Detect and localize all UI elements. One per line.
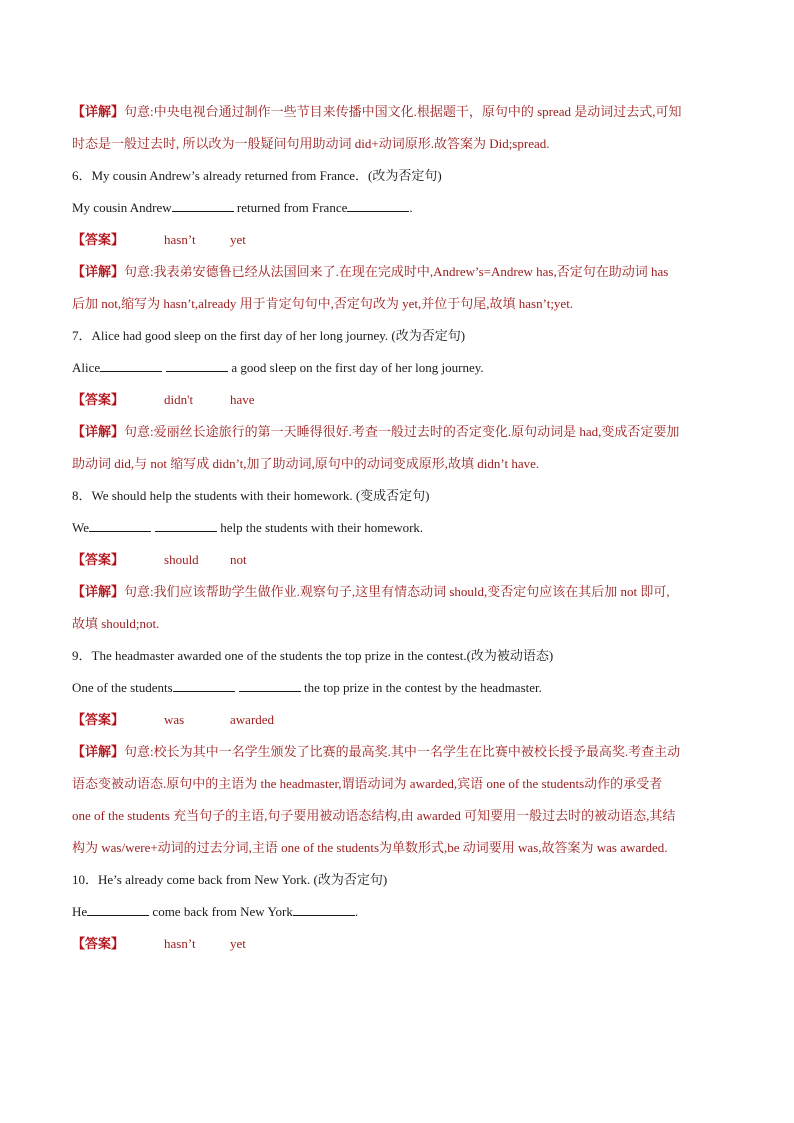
fill-line-9 [72, 672, 724, 704]
answer-tag: 【答案】 [72, 392, 125, 407]
answer-blank [89, 517, 151, 532]
question-8: 8．We should help the students with their homework. (变成否定句) [72, 488, 430, 503]
answer-line-6 [72, 224, 724, 256]
question-9: 9．The headmaster awarded one of the students the top prize in the contest.(改为被动语态) [72, 648, 554, 663]
detail-text: 句意:中央电视台通过制作一些节目来传播中国文化.根据题干，原句中的 spread 是动词过去式,可知 [124, 104, 682, 119]
detail-text: 句意:我们应该帮助学生做作业.观察句子,这里有情态动词 should,变否定句应该在其后加 not 即可, [124, 584, 670, 599]
detail-tag: 【详解】 [72, 584, 125, 599]
answer-blank [347, 197, 409, 212]
detail-line: 时态是一般过去时, 所以改为一般疑问句用助动词 did+动词原形.故答案为 Did;spread. [72, 136, 550, 151]
detail-text: 句意:爱丽丝长途旅行的第一天睡得很好.考查一般过去时的否定变化.原句动词是 had,变成否定要加 [124, 424, 680, 439]
fill-line-7 [72, 352, 724, 384]
answer-word: should [164, 552, 199, 567]
answer-blank [100, 357, 162, 372]
detail-line [72, 96, 724, 128]
answer-blank [166, 357, 228, 372]
answer-word: didn't [164, 392, 194, 407]
fill-text: a good sleep on the first day of her long journey. [228, 360, 484, 375]
answer-blank [87, 901, 149, 916]
answer-line-8 [72, 544, 724, 576]
detail-tag: 【详解】 [72, 744, 125, 759]
detail-line: 助动词 did,与 not 缩写成 didn’t,加了助动词,原句中的动词变成原形,故填 didn’t have. [72, 456, 540, 471]
detail-line [72, 736, 724, 768]
answer-blank [155, 517, 217, 532]
answer-tag: 【答案】 [72, 712, 125, 727]
answer-word: not [230, 552, 247, 567]
fill-text: come back from New York [149, 904, 293, 919]
detail-line: 后加 not,缩写为 hasn’t,already 用于肯定句句中,否定句改为 yet,并位于句尾,故填 hasn’t;yet. [72, 296, 574, 311]
detail-text: 句意:我表弟安德鲁已经从法国回来了.在现在完成时中,Andrew’s=Andrew has,否定句在助动词 has [124, 264, 669, 279]
answer-blank [239, 677, 301, 692]
fill-text: help the students with their homework. [217, 520, 424, 535]
fill-text: Alice [72, 360, 101, 375]
fill-line-6 [72, 192, 724, 224]
answer-word: yet [230, 936, 246, 951]
detail-tag: 【详解】 [72, 264, 125, 279]
answer-line-7 [72, 384, 724, 416]
fill-line-8 [72, 512, 724, 544]
detail-text: 句意:校长为其中一名学生颁发了比赛的最高奖.其中一名学生在比赛中被校长授予最高奖.考查主动 [124, 744, 681, 759]
detail-line: one of the students 充当句子的主语,句子要用被动语态结构,由 awarded 可知要用一般过去时的被动语态,其结 [72, 808, 676, 823]
answer-tag: 【答案】 [72, 552, 125, 567]
detail-line: 语态变被动语态.原句中的主语为 the headmaster,谓语动词为 awarded,宾语 one of the students动作的承受者 [72, 776, 663, 791]
detail-line: 故填 should;not. [72, 616, 160, 631]
fill-text: . [354, 904, 359, 919]
detail-line [72, 576, 724, 608]
fill-text: We [72, 520, 89, 535]
question-10: 10．He’s already come back from New York. (改为否定句) [72, 872, 388, 887]
detail-line [72, 416, 724, 448]
question-6: 6．My cousin Andrew’s already returned from France．(改为否定句) [72, 168, 442, 183]
answer-tag: 【答案】 [72, 232, 125, 247]
fill-text: . [409, 200, 413, 215]
answer-blank [172, 197, 234, 212]
fill-text: He [72, 904, 88, 919]
detail-line: 构为 was/were+动词的过去分词,主语 one of the students为单数形式,be 动词要用 was,故答案为 was awarded. [72, 840, 668, 855]
answer-word: awarded [230, 712, 275, 727]
answer-line-9 [72, 704, 724, 736]
detail-tag: 【详解】 [72, 424, 125, 439]
detail-line [72, 256, 724, 288]
answer-word: hasn’t [164, 936, 196, 951]
answer-line-10 [72, 928, 724, 960]
detail-tag: 【详解】 [72, 104, 125, 119]
answer-word: have [230, 392, 255, 407]
answer-word: hasn’t [164, 232, 196, 247]
answer-tag: 【答案】 [72, 936, 125, 951]
worksheet-page [72, 96, 724, 960]
answer-word: was [164, 712, 185, 727]
fill-text: My cousin Andrew [72, 200, 172, 215]
question-7: 7．Alice had good sleep on the first day of her long journey. (改为否定句) [72, 328, 466, 343]
answer-blank [173, 677, 235, 692]
answer-blank [293, 901, 355, 916]
fill-text: returned from France [233, 200, 348, 215]
fill-text: One of the students [72, 680, 173, 695]
answer-word: yet [230, 232, 246, 247]
fill-text: the top prize in the contest by the headmaster. [300, 680, 542, 695]
fill-line-10 [72, 896, 724, 928]
